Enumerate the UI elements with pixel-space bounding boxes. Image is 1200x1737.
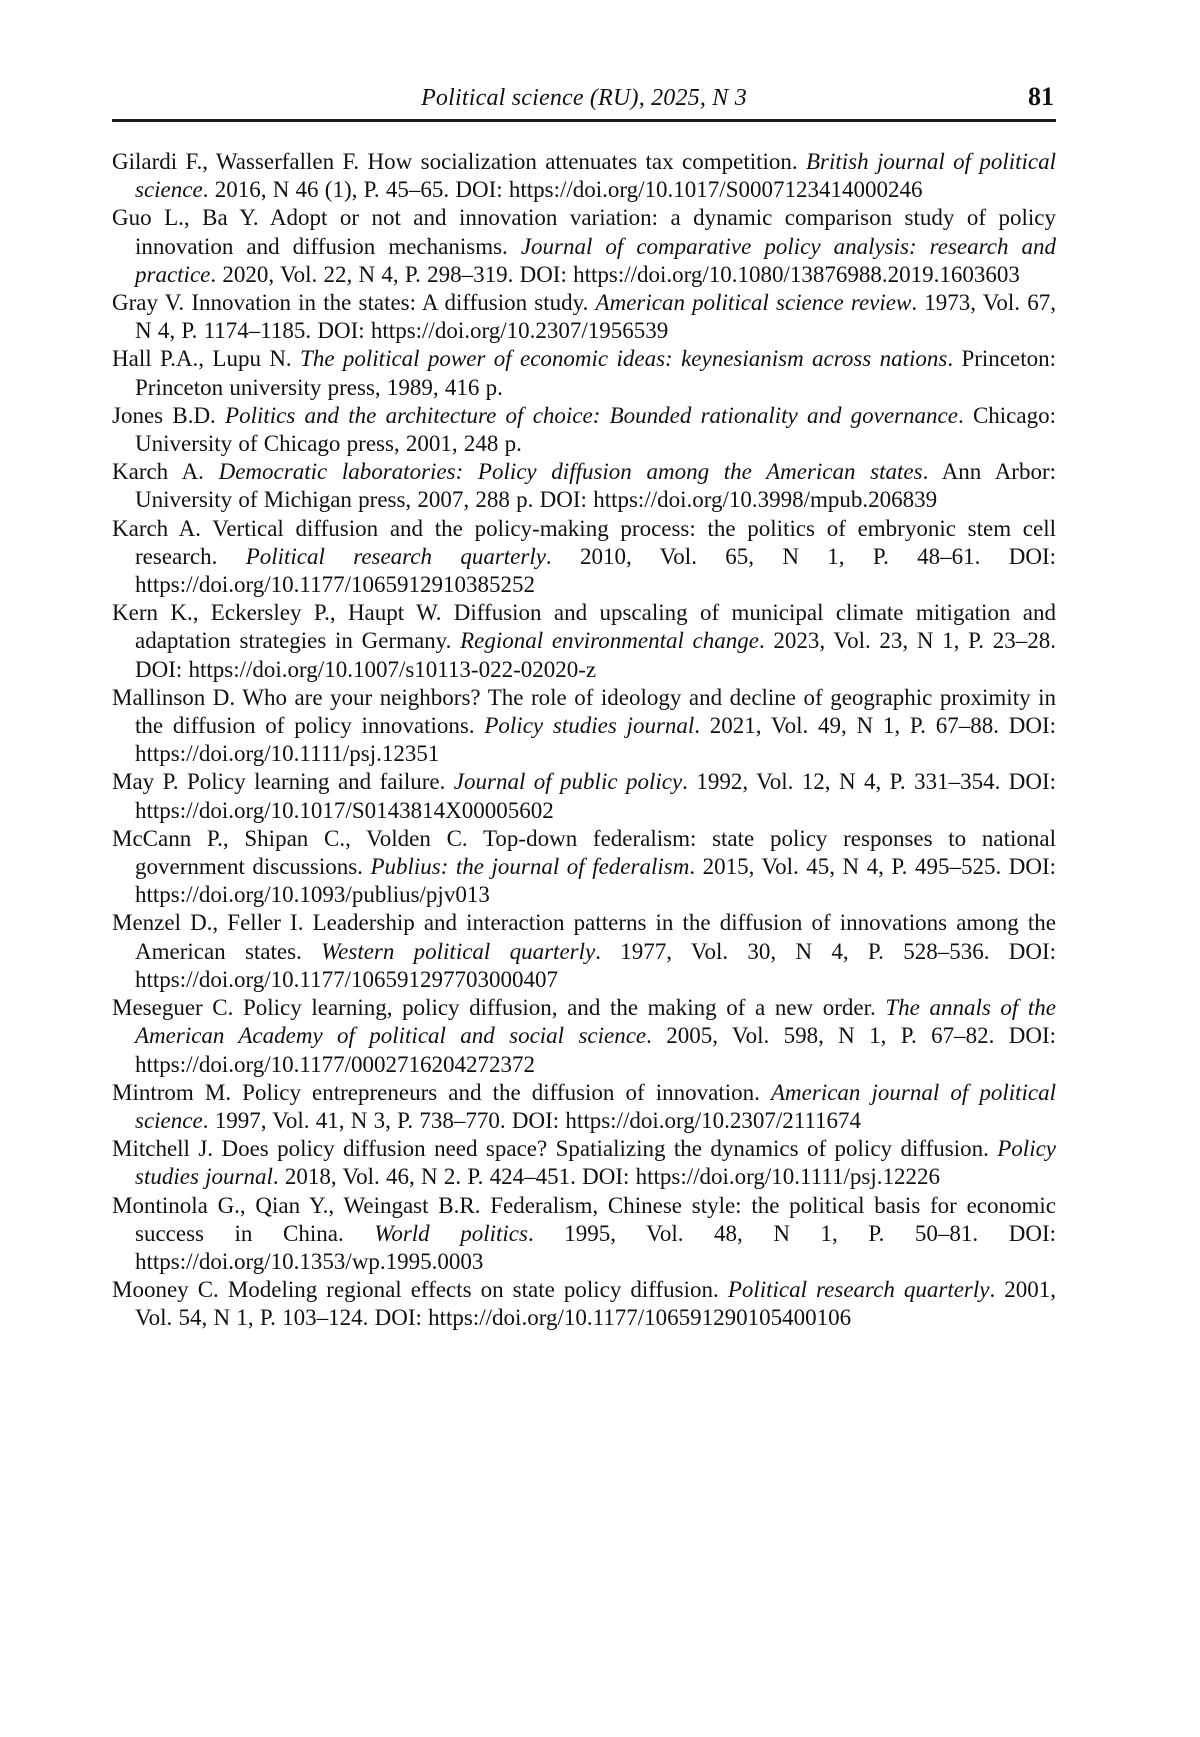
reference-item — [112, 458, 1056, 514]
reference-item — [112, 684, 1056, 769]
reference-text: . 2005, Vol. 598, N 1, P. 67–82. DOI: https://doi.org/10.1177/0002716204272372 — [135, 1023, 1056, 1077]
reference-title-italic: The political power of economic ideas: keynesianism across nations — [300, 346, 948, 372]
reference-title-italic: Democratic laboratories: Policy diffusion among the American states — [218, 459, 923, 485]
reference-item — [112, 994, 1056, 1079]
reference-text: . 1995, Vol. 48, N 1, P. 50–81. DOI: https://doi.org/10.1353/wp.1995.0003 — [135, 1220, 1056, 1274]
reference-text: Jones B.D. — [112, 402, 226, 428]
journal-running-title: Political science (RU), 2025, N 3 — [421, 85, 747, 111]
reference-item — [112, 515, 1056, 600]
reference-text: . 2018, Vol. 46, N 2. P. 424–451. DOI: https://doi.org/10.1111/psj.12226 — [272, 1164, 940, 1190]
reference-item — [112, 768, 1056, 824]
reference-text: Gray V. Innovation in the states: A diffusion study. — [112, 290, 596, 316]
reference-title-italic: Journal of public policy — [453, 769, 683, 795]
reference-text: Mitchell J. Does policy diffusion need space? Spatializing the dynamics of policy diffusion. — [112, 1136, 998, 1162]
reference-text: Montinola G., Qian Y., Weingast B.R. Federalism, Chinese style: the political basis for economic success in China. — [112, 1192, 1056, 1246]
references-list — [112, 148, 1056, 1333]
reference-text: . Chicago: University of Chicago press, 2001, 248 p. — [135, 402, 1056, 457]
reference-title-italic: Journal of comparative policy analysis: research and practice — [135, 233, 1056, 287]
reference-title-italic: Policy studies journal — [135, 1136, 1056, 1190]
reference-title-italic: Publius: the journal of federalism — [370, 854, 690, 880]
reference-item — [112, 1276, 1056, 1332]
reference-item — [112, 825, 1056, 910]
reference-text: May P. Policy learning and failure. — [112, 769, 454, 795]
reference-text: . Princeton: Princeton university press, 1989, 416 p. — [135, 346, 1056, 400]
reference-title-italic: Politics and the architecture of choice: Bounded rationality and governance — [225, 402, 958, 428]
reference-text: . 2016, N 46 (1), P. 45–65. DOI: https://doi.org/10.1017/S0007123414000246 — [202, 177, 923, 203]
reference-item — [112, 1192, 1056, 1277]
reference-title-italic: Western political quarterly — [321, 938, 596, 964]
reference-text: . 1992, Vol. 12, N 4, P. 331–354. DOI: https://doi.org/10.1017/S0143814X00005602 — [135, 769, 1057, 823]
reference-text: Hall P.A., Lupu N. — [112, 346, 301, 372]
page-number: 81 — [1028, 82, 1054, 111]
reference-item — [112, 1079, 1056, 1135]
reference-title-italic: Policy studies journal — [484, 713, 695, 739]
text-column — [112, 0, 1056, 1333]
reference-text: Karch A. Vertical diffusion and the policy-making process: the politics of embryonic stem cell research. — [112, 515, 1056, 569]
reference-title-italic: Political research quarterly — [245, 543, 546, 569]
reference-text: . Ann Arbor: University of Michigan press, 2007, 288 p. DOI: https://doi.org/10.3998/mpub.206839 — [135, 459, 1057, 513]
reference-item — [112, 599, 1056, 684]
reference-item — [112, 345, 1056, 401]
reference-text: Gilardi F., Wasserfallen F. How socialization attenuates tax competition. — [112, 149, 806, 174]
reference-item — [112, 909, 1056, 994]
reference-text: . 1997, Vol. 41, N 3, P. 738–770. DOI: https://doi.org/10.2307/2111674 — [202, 1107, 862, 1133]
reference-text: . 1977, Vol. 30, N 4, P. 528–536. DOI: https://doi.org/10.1177/106591297703000407 — [135, 938, 1056, 992]
reference-title-italic: The annals of the American Academy of political and social science — [135, 995, 1056, 1049]
reference-text: . 1973, Vol. 67, N 4, P. 1174–1185. DOI: https://doi.org/10.2307/1956539 — [135, 290, 1056, 344]
reference-item — [112, 148, 1056, 204]
reference-text: Karch A. — [112, 459, 219, 485]
page-header — [112, 84, 1056, 122]
reference-text: . 2010, Vol. 65, N 1, P. 48–61. DOI: https://doi.org/10.1177/1065912910385252 — [135, 543, 1057, 598]
reference-title-italic: British journal of political science — [135, 149, 1056, 203]
reference-text: . 2020, Vol. 22, N 4, P. 298–319. DOI: https://doi.org/10.1080/13876988.2019.1603603 — [210, 261, 1020, 287]
reference-title-italic: American journal of political science — [135, 1079, 1056, 1133]
reference-text: . 2015, Vol. 45, N 4, P. 495–525. DOI: https://doi.org/10.1093/publius/pjv013 — [135, 854, 1056, 908]
reference-item — [112, 289, 1056, 345]
reference-item — [112, 204, 1056, 289]
reference-text: Kern K., Eckersley P., Haupt W. Diffusion and upscaling of municipal climate mitigation and adaptation strategies in Germany. — [112, 600, 1056, 654]
reference-text: Mintrom M. Policy entrepreneurs and the diffusion of innovation. — [112, 1079, 771, 1105]
reference-text: . 2001, Vol. 54, N 1, P. 103–124. DOI: https://doi.org/10.1177/106591290105400106 — [135, 1277, 1057, 1331]
reference-title-italic: World politics — [374, 1220, 528, 1246]
reference-item — [112, 402, 1056, 458]
reference-text: Meseguer C. Policy learning, policy diffusion, and the making of a new order. — [112, 995, 886, 1021]
reference-text: . 2021, Vol. 49, N 1, P. 67–88. DOI: https://doi.org/10.1111/psj.12351 — [135, 713, 1056, 767]
reference-item — [112, 1135, 1056, 1191]
reference-text: Menzel D., Feller I. Leadership and interaction patterns in the diffusion of innovations among the American states. — [112, 910, 1056, 964]
reference-text: McCann P., Shipan C., Volden C. Top-down federalism: state policy responses to national government discussions. — [112, 825, 1056, 880]
reference-title-italic: Regional environmental change — [460, 628, 759, 654]
reference-text: Guo L., Ba Y. Adopt or not and innovation variation: a dynamic comparison study of policy innovation and diffusion mechanisms. — [112, 205, 1056, 259]
reference-text: Mooney C. Modeling regional effects on state policy diffusion. — [112, 1277, 728, 1303]
reference-text: Mallinson D. Who are your neighbors? The role of ideology and decline of geographic proximity in the diffusion of policy innovations. — [112, 684, 1056, 739]
reference-title-italic: Political research quarterly — [727, 1277, 990, 1303]
reference-title-italic: American political science review — [595, 290, 912, 316]
reference-text: . 2023, Vol. 23, N 1, P. 23–28. DOI: https://doi.org/10.1007/s10113-022-02020-z — [135, 628, 1056, 682]
